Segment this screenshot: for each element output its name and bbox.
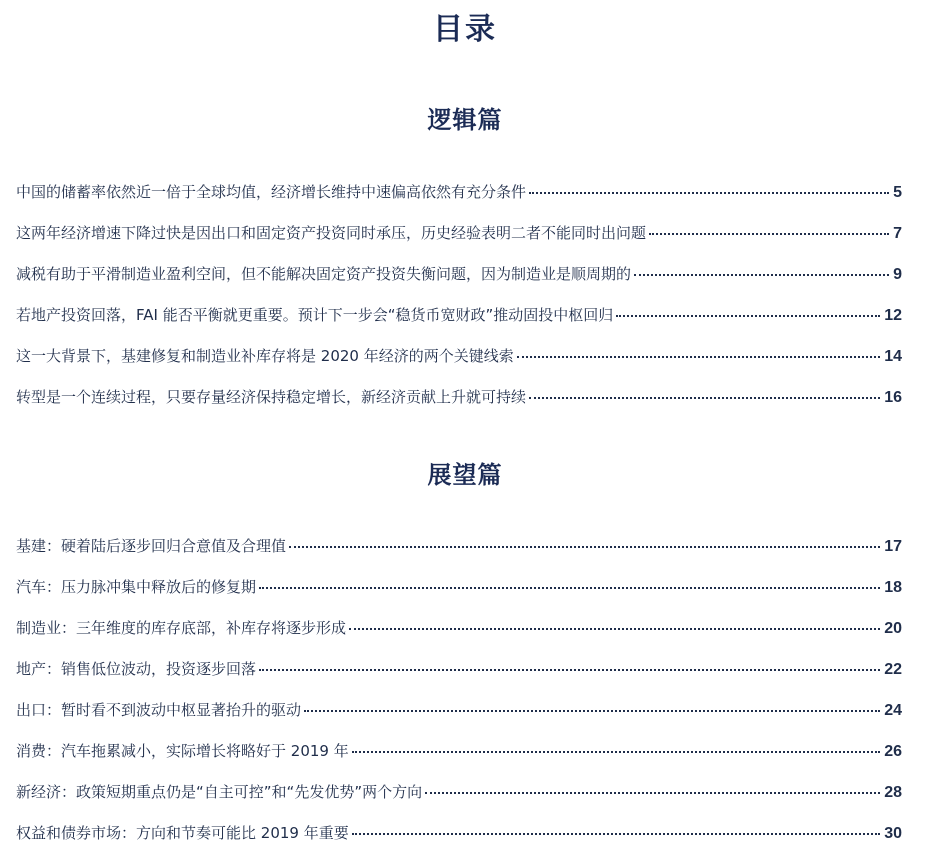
dot-leader <box>349 628 880 630</box>
toc-entry-page: 20 <box>884 620 902 637</box>
toc-entry-title: 这一大背景下，基建修复和制造业补库存将是 2020 年经济的两个关键线索 <box>16 347 514 365</box>
toc-entry[interactable] <box>16 740 902 781</box>
section-heading-outlook: 展望篇 <box>427 460 503 489</box>
dot-leader <box>352 751 880 753</box>
dot-leader <box>352 833 880 835</box>
dot-leader <box>517 356 880 358</box>
toc-entry-page: 16 <box>884 389 902 406</box>
toc-entry[interactable] <box>16 263 902 304</box>
toc-entry-page: 5 <box>893 184 902 201</box>
toc-entry[interactable] <box>16 658 902 699</box>
toc-entry-title: 减税有助于平滑制造业盈利空间，但不能解决固定资产投资失衡问题，因为制造业是顺周期的 <box>16 265 632 283</box>
dot-leader <box>529 397 880 399</box>
toc-entry-title: 基建：硬着陆后逐步回归合意值及合理值 <box>16 537 287 555</box>
dot-leader <box>259 669 880 671</box>
toc-entry-page: 24 <box>884 702 902 719</box>
toc-entry-page: 18 <box>884 579 902 596</box>
toc-entry-title: 消费：汽车拖累减小，实际增长将略好于 2019 年 <box>16 742 349 760</box>
toc-entry[interactable] <box>16 345 902 386</box>
section-heading-logic: 逻辑篇 <box>427 105 503 134</box>
toc-entry-title: 转型是一个连续过程，只要存量经济保持稳定增长，新经济贡献上升就可持续 <box>16 388 527 406</box>
dot-leader <box>529 192 889 194</box>
dot-leader <box>616 315 880 317</box>
dot-leader <box>304 710 880 712</box>
toc-entry[interactable] <box>16 386 902 427</box>
toc-entry-page: 9 <box>893 266 902 283</box>
toc-entry[interactable] <box>16 181 902 222</box>
toc-entry[interactable] <box>16 222 902 263</box>
toc-entry[interactable] <box>16 535 902 576</box>
toc-entry-title: 出口：暂时看不到波动中枢显著抬升的驱动 <box>16 701 302 719</box>
dot-leader <box>259 587 880 589</box>
toc-entry-page: 7 <box>893 225 902 242</box>
toc-entry-page: 14 <box>884 348 902 365</box>
toc-entry-title: 制造业：三年维度的库存底部，补库存将逐步形成 <box>16 619 347 637</box>
toc-entry[interactable] <box>16 617 902 658</box>
dot-leader <box>425 792 880 794</box>
dot-leader <box>634 274 889 276</box>
toc-entry-page: 22 <box>884 661 902 678</box>
toc-list-logic <box>16 181 902 427</box>
toc-entry[interactable] <box>16 304 902 345</box>
dot-leader <box>289 546 880 548</box>
toc-entry-title: 若地产投资回落，FAI 能否平衡就更重要。预计下一步会“稳货币宽财政”推动固投中枢回归 <box>16 306 614 324</box>
toc-entry[interactable] <box>16 576 902 617</box>
toc-list-outlook <box>16 535 902 863</box>
toc-entry-page: 12 <box>884 307 902 324</box>
toc-entry-page: 26 <box>884 743 902 760</box>
toc-entry-title: 这两年经济增速下降过快是因出口和固定资产投资同时承压，历史经验表明二者不能同时出问题 <box>16 224 647 242</box>
toc-entry-page: 17 <box>884 538 902 555</box>
toc-entry-page: 28 <box>884 784 902 801</box>
toc-entry[interactable] <box>16 699 902 740</box>
toc-entry-page: 30 <box>884 825 902 842</box>
toc-entry-title: 权益和债券市场：方向和节奏可能比 2019 年重要 <box>16 824 349 842</box>
toc-entry-title: 地产：销售低位波动，投资逐步回落 <box>16 660 257 678</box>
page-title: 目录 <box>433 12 497 47</box>
toc-entry-title: 新经济：政策短期重点仍是“自主可控”和“先发优势”两个方向 <box>16 783 423 801</box>
dot-leader <box>649 233 889 235</box>
toc-entry-title: 汽车：压力脉冲集中释放后的修复期 <box>16 578 257 596</box>
toc-entry[interactable] <box>16 781 902 822</box>
toc-entry-title: 中国的储蓄率依然近一倍于全球均值，经济增长维持中速偏高依然有充分条件 <box>16 183 527 201</box>
